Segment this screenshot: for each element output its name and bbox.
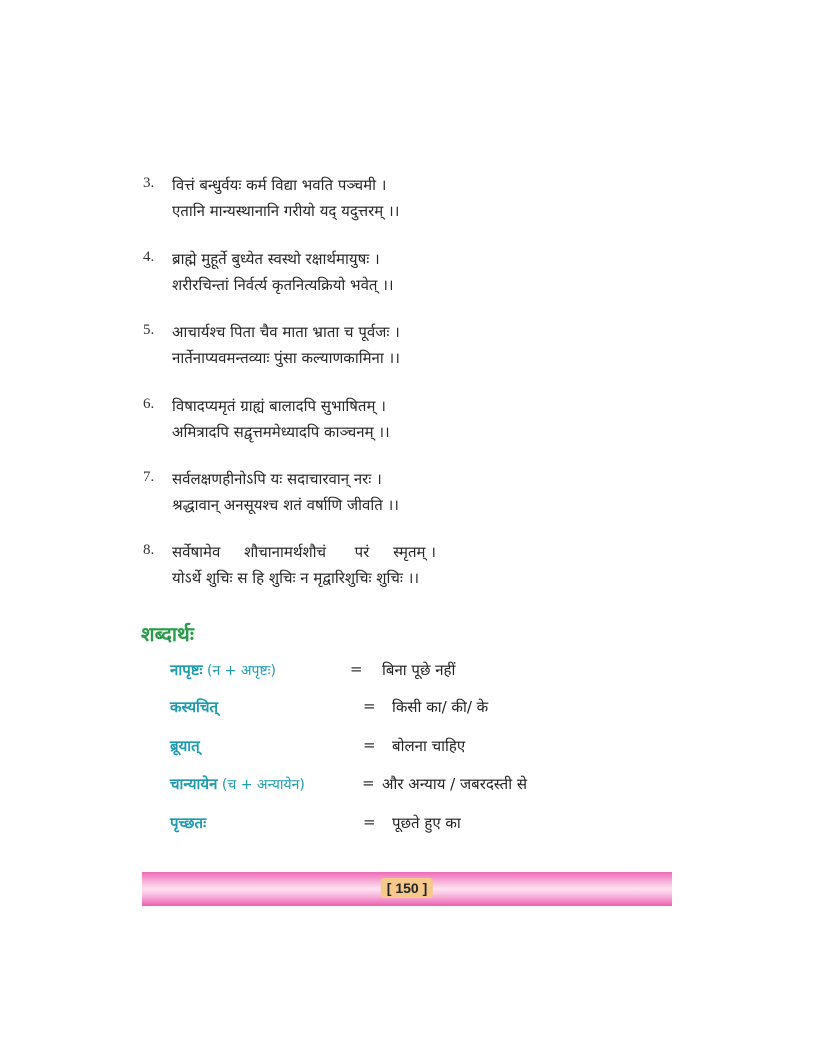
glossary-term-note: (च + अन्यायेन)	[217, 777, 305, 793]
verse-line-1: ब्राह्मे मुहूर्ते बुध्येत स्वस्थो रक्षार्थमायुषः ।	[172, 250, 380, 268]
glossary-meaning: बोलना चाहिए	[392, 737, 466, 755]
verse-line-2: नार्तेनाप्यवमन्तव्याः पुंसा कल्याणकामिना ।।	[172, 349, 400, 367]
verse-line-1: विषादप्यमृतं ग्राह्यं बालादपि सुभाषितम् ।	[172, 397, 386, 415]
verse-line-2: योऽर्थे शुचिः स हि शुचिः न मृद्वारिशुचिः शुचिः ।।	[172, 569, 420, 587]
glossary-term: ब्रूयात्	[170, 737, 200, 755]
verse-number: 6.	[143, 396, 155, 412]
equals-sign: =	[363, 697, 376, 715]
glossary-term-note: (न + अपृष्टः)	[202, 663, 276, 679]
equals-sign: =	[363, 736, 376, 754]
verse-line-1: आचार्यश्च पिता चैव माता भ्राता च पूर्वजः ।	[172, 323, 400, 341]
glossary-row	[170, 697, 670, 719]
verse-number: 8.	[143, 542, 155, 558]
glossary-meaning: पूछते हुए का	[392, 814, 461, 832]
glossary-meaning: और अन्याय / जबरदस्ती से	[382, 775, 527, 793]
verse-line-1: वित्तं बन्धुर्वयः कर्म विद्या भवति पञ्चमी ।	[172, 176, 387, 194]
verse-line-2: एतानि मान्यस्थानानि गरीयो यद् यदुत्तरम् ।।	[172, 202, 400, 220]
verse-number: 7.	[143, 469, 155, 485]
glossary-row	[170, 660, 670, 682]
glossary-term: कस्यचित्	[170, 698, 219, 716]
glossary-row	[170, 774, 670, 796]
glossary-row	[170, 813, 670, 835]
verse-line-2: श्रद्धावान् अनसूयश्च शतं वर्षाणि जीवति ।।	[172, 496, 399, 514]
verse-line-2: शरीरचिन्तां निर्वर्त्य कृतनित्यक्रियो भवेत् ।।	[172, 276, 394, 294]
equals-sign: =	[363, 813, 376, 831]
glossary-meaning: किसी का/ की/ के	[392, 698, 489, 716]
verse-number: 5.	[143, 322, 155, 338]
equals-sign: =	[350, 660, 363, 678]
glossary-term: पृच्छतः	[170, 814, 207, 832]
verse-number: 3.	[143, 175, 155, 191]
verse-line-2: अमित्रादपि सद्वृत्तममेध्यादपि काञ्चनम् ।।	[172, 423, 390, 441]
page-number: [ 150 ]	[381, 878, 433, 898]
glossary-heading: शब्दार्थः	[141, 622, 194, 646]
verse-line-1: सर्वलक्षणहीनोऽपि यः सदाचारवान् नरः ।	[172, 470, 382, 488]
footer-band	[142, 872, 672, 906]
verse-line-1: सर्वेषामेव शौचानामर्थशौचं परं स्मृतम् ।	[172, 543, 436, 561]
glossary-term: चान्यायेन (च + अन्यायेन)	[170, 775, 305, 793]
glossary-row	[170, 736, 670, 758]
glossary-meaning: बिना पूछे नहीं	[382, 661, 456, 679]
verse-number: 4.	[143, 249, 155, 265]
glossary-term: नापृष्टः (न + अपृष्टः)	[170, 661, 276, 679]
equals-sign: =	[362, 774, 375, 792]
